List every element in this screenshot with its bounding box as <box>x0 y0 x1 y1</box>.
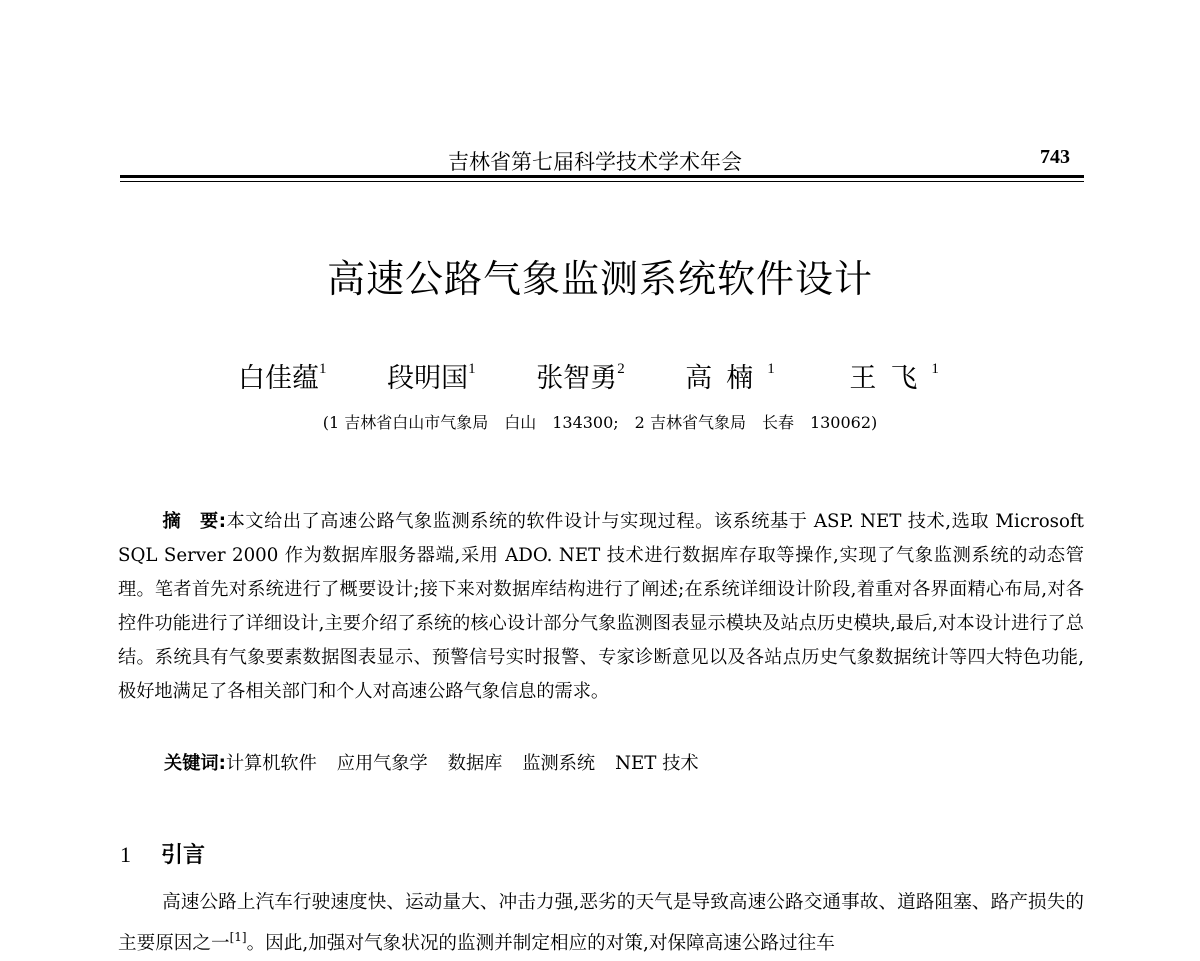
page-number: 743 <box>1040 146 1070 168</box>
section-number: 1 <box>120 842 131 867</box>
abstract-label: 摘 要: <box>162 511 227 532</box>
author-name: 白佳蕴 <box>238 363 319 394</box>
keyword: 监测系统 <box>522 753 596 774</box>
author-affiliation-mark: 1 <box>767 361 789 377</box>
keyword: NET 技术 <box>615 753 699 774</box>
body-text: 高速公路上汽车行驶速度快、运动量大、冲击力强,恶劣的天气是导致高速公路交通事故、道路阻塞、路产损失的主要原因之一 <box>118 892 1084 954</box>
author-name: 段明国 <box>387 363 469 394</box>
author-name: 张智勇 <box>536 363 618 394</box>
section-title: 引言 <box>161 843 206 868</box>
abstract <box>118 505 1084 709</box>
author-name: 王飞 <box>849 363 932 394</box>
keyword: 计算机软件 <box>225 753 317 774</box>
header-rule-thin <box>120 181 1084 182</box>
author-5 <box>849 356 953 395</box>
abstract-text: 本文给出了高速公路气象监测系统的软件设计与实现过程。该系统基于 ASP. NET 技术,选取 Microsoft SQL Server 2000 作为数据库服务器端,采用 ADO. NET 技术进行数据库存取等操作,实现了气象监测系统的动态管理。笔者首先对系统进行了概要设计;接下来对数据库结构进行了阐述;在系统详细设计阶段,着重对各界面精心布局,对各控件功能进行了详细设计,主要介绍了系统的核心设计部分气象监测图表显示模块及站点历史模块,最后,对本设计进行了总结。系统具有气象要素数据图表显示、预警信号实时报警、专家诊断意见以及各站点历史气象数据统计等四大特色功能,极好地满足了各相关部门和个人对高速公路气象信息的需求。 <box>118 511 1084 702</box>
citation-ref[interactable]: [1] <box>229 930 247 944</box>
body-text-continued: 。因此,加强对气象状况的监测并制定相应的对策,对保障高速公路过往车 <box>246 933 835 954</box>
author-4 <box>685 356 789 395</box>
author-1 <box>238 356 327 395</box>
author-name: 高楠 <box>685 363 768 394</box>
keywords <box>164 749 719 775</box>
author-affiliation-mark: 1 <box>931 361 953 377</box>
section-heading <box>120 838 205 869</box>
author-2 <box>387 356 476 395</box>
author-affiliation-mark: 2 <box>617 361 625 377</box>
section-body <box>118 886 1084 961</box>
header-rule-thick <box>120 175 1084 178</box>
author-affiliation-mark: 1 <box>319 361 327 377</box>
keywords-label: 关键词: <box>164 753 226 774</box>
affiliation-line: (1 吉林省白山市气象局 白山 134300; 2 吉林省气象局 长春 130062) <box>322 413 878 432</box>
keyword: 应用气象学 <box>336 753 428 774</box>
keyword: 数据库 <box>447 753 503 774</box>
author-affiliation-mark: 1 <box>468 361 476 377</box>
paper-title: 高速公路气象监测系统软件设计 <box>326 257 873 301</box>
running-header-journal: 吉林省第七届科学技术学术年会 <box>448 150 742 174</box>
author-3 <box>536 356 625 395</box>
author-list <box>238 356 1005 395</box>
